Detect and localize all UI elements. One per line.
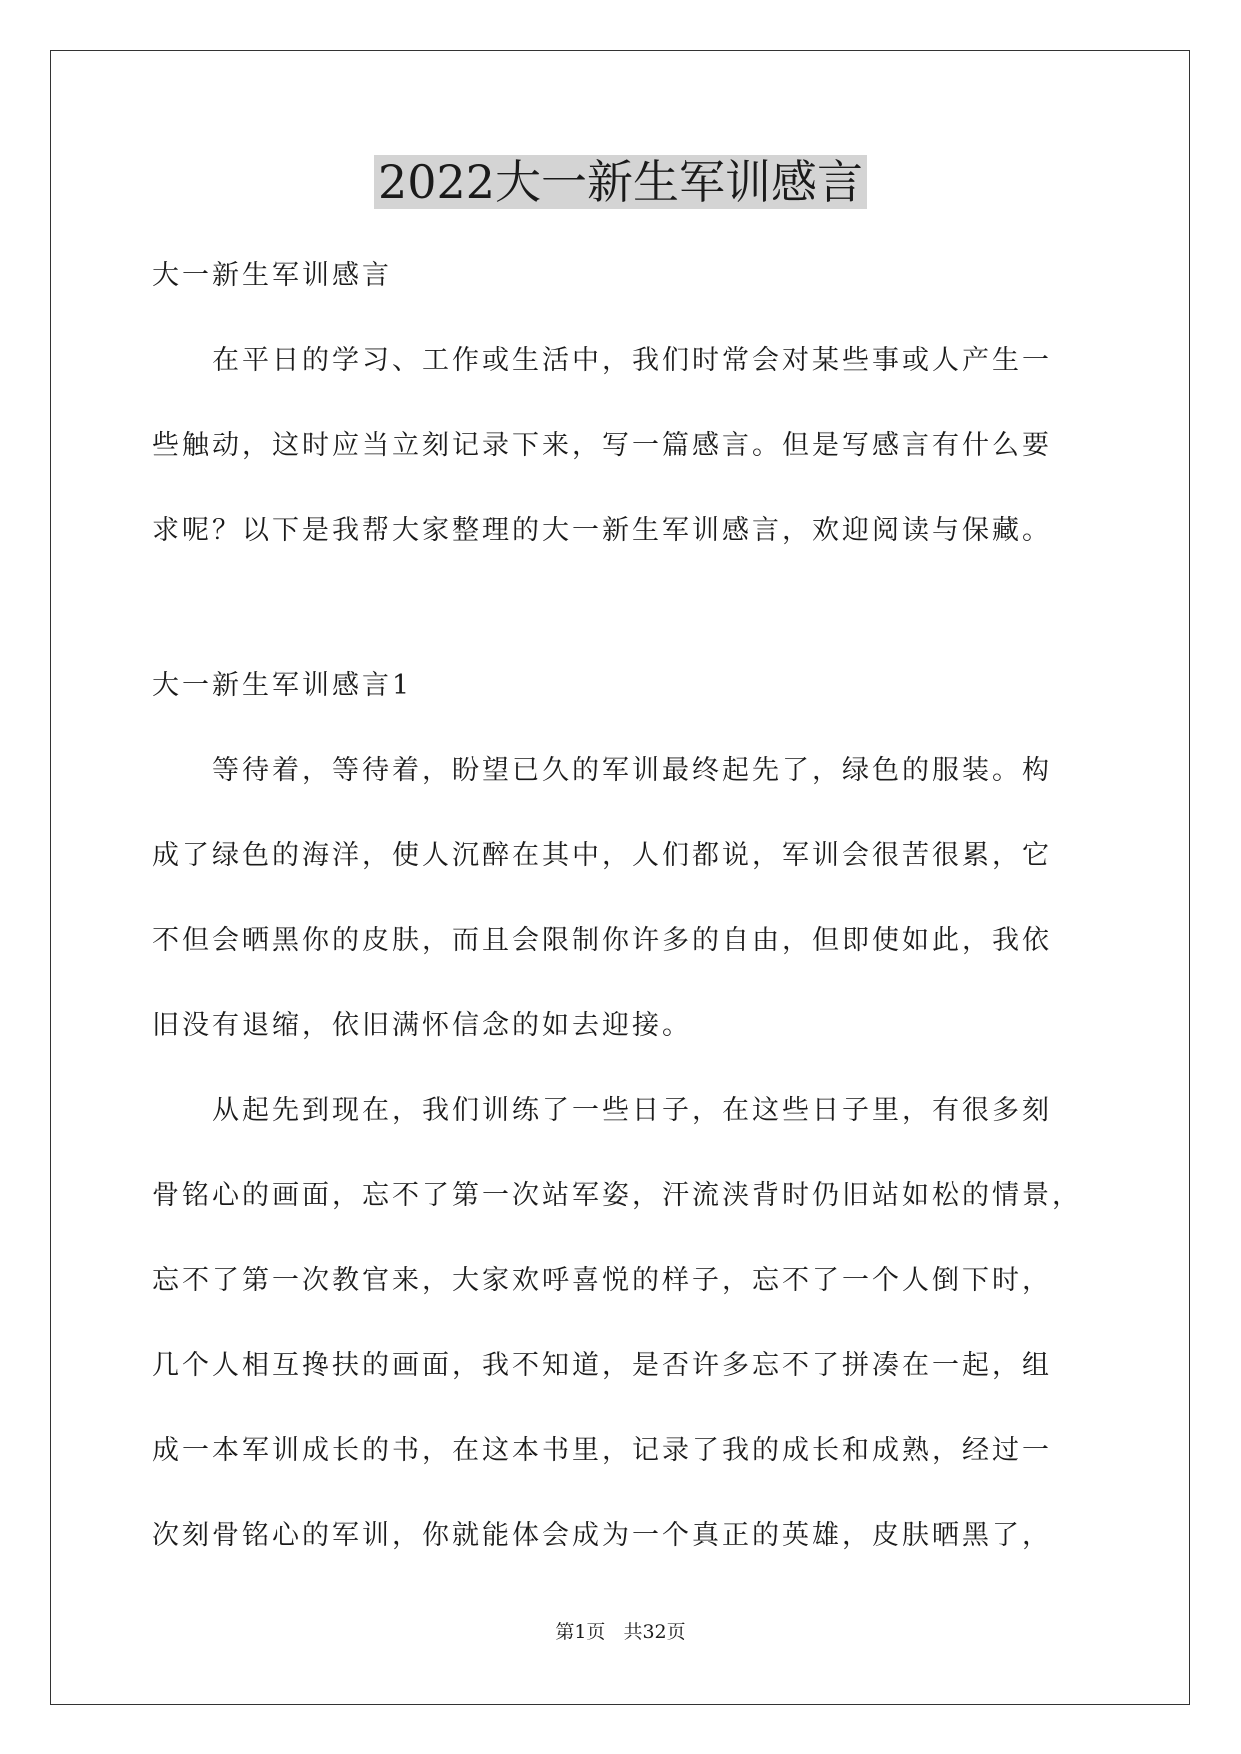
document-title bbox=[0, 152, 1241, 212]
document-title-text: 2022大一新生军训感言 bbox=[374, 155, 867, 209]
paragraph-line: 几个人相互搀扶的画面，我不知道，是否许多忘不了拼凑在一起，组 bbox=[152, 1350, 1052, 1381]
paragraph-line: 骨铭心的画面，忘不了第一次站军姿，汗流浃背时仍旧站如松的情景， bbox=[152, 1180, 1082, 1211]
intro-line: 在平日的学习、工作或生活中，我们时常会对某些事或人产生一 bbox=[212, 345, 1052, 376]
paragraph-line: 从起先到现在，我们训练了一些日子，在这些日子里，有很多刻 bbox=[212, 1095, 1052, 1126]
page-number: 第1页 共32页 bbox=[555, 1621, 686, 1643]
paragraph-line: 成一本军训成长的书，在这本书里，记录了我的成长和成熟，经过一 bbox=[152, 1435, 1052, 1466]
paragraph-line: 不但会晒黑你的皮肤，而且会限制你许多的自由，但即使如此，我依 bbox=[152, 925, 1052, 956]
paragraph-line: 旧没有退缩，依旧满怀信念的如去迎接。 bbox=[152, 1010, 692, 1041]
paragraph-line: 忘不了第一次教官来，大家欢呼喜悦的样子，忘不了一个人倒下时， bbox=[152, 1265, 1052, 1296]
intro-line: 求呢？以下是我帮大家整理的大一新生军训感言，欢迎阅读与保藏。 bbox=[152, 515, 1052, 546]
section-heading: 大一新生军训感言1 bbox=[152, 670, 413, 701]
paragraph-line: 成了绿色的海洋，使人沉醉在其中，人们都说，军训会很苦很累，它 bbox=[152, 840, 1052, 871]
page-footer bbox=[0, 1620, 1241, 1644]
section-heading: 大一新生军训感言 bbox=[152, 260, 392, 291]
document-body bbox=[152, 233, 1092, 1578]
paragraph-line: 等待着，等待着，盼望已久的军训最终起先了，绿色的服装。构 bbox=[212, 755, 1052, 786]
paragraph-line: 次刻骨铭心的军训，你就能体会成为一个真正的英雄，皮肤晒黑了， bbox=[152, 1520, 1052, 1551]
section-spacer bbox=[152, 573, 1092, 643]
intro-line: 些触动，这时应当立刻记录下来，写一篇感言。但是写感言有什么要 bbox=[152, 430, 1052, 461]
